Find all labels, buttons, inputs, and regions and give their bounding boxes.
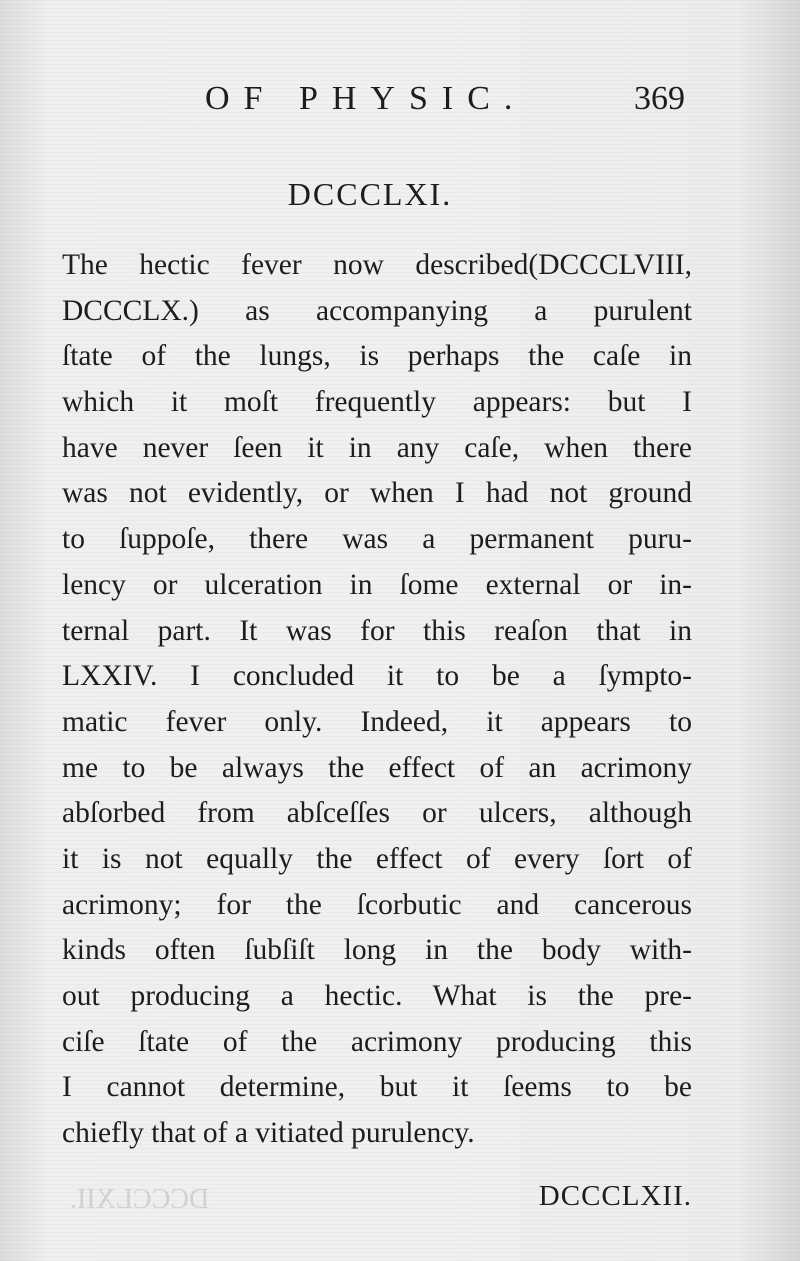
text-line: I cannot determine, but it ſeems to be bbox=[62, 1071, 692, 1104]
text-line: ciſe ſtate of the acrimony producing this bbox=[62, 1025, 692, 1058]
text-line: chiefly that of a vitiated purulency. bbox=[62, 1117, 475, 1150]
text-line: it is not equally the effect of every ſort of bbox=[62, 842, 692, 875]
text-line: lency or ulceration in ſome external or in- bbox=[62, 568, 692, 601]
text-line: which it moſt frequently appears: but I bbox=[62, 386, 692, 419]
text-line: me to be always the effect of an acrimony bbox=[62, 751, 692, 784]
page-header bbox=[205, 80, 685, 130]
text-line: ſtate of the lungs, is perhaps the caſe in bbox=[62, 340, 692, 373]
text-line: acrimony; for the ſcorbutic and cancerous bbox=[62, 888, 692, 921]
text-line: out producing a hectic. What is the pre- bbox=[62, 980, 692, 1012]
section-heading: DCCCLXI. bbox=[287, 176, 453, 212]
bleed-through-text: DCCCLXII. bbox=[70, 1184, 210, 1215]
text-line: was not evidently, or when I had not ground bbox=[62, 477, 692, 510]
text-line: The hectic fever now described(DCCCLVIII, bbox=[62, 249, 692, 281]
running-head: OF PHYSIC. bbox=[205, 80, 527, 117]
text-line: matic fever only. Indeed, it appears to bbox=[62, 705, 692, 738]
text-line: to ſuppoſe, there was a permanent puru- bbox=[62, 523, 692, 556]
body-paragraph bbox=[62, 243, 692, 1157]
text-line: kinds often ſubſiſt long in the body with- bbox=[62, 934, 692, 967]
catchword: DCCCLXII. bbox=[538, 1180, 692, 1212]
text-line: LXXIV. I concluded it to be a ſympto- bbox=[62, 660, 692, 693]
text-line: abſorbed from abſceſſes or ulcers, although bbox=[62, 797, 692, 830]
text-line: DCCCLX.) as accompanying a purulent bbox=[62, 294, 692, 327]
text-line: have never ſeen it in any caſe, when there bbox=[62, 431, 692, 464]
text-line: ternal part. It was for this reaſon that in bbox=[62, 614, 692, 647]
page-number: 369 bbox=[634, 80, 685, 117]
